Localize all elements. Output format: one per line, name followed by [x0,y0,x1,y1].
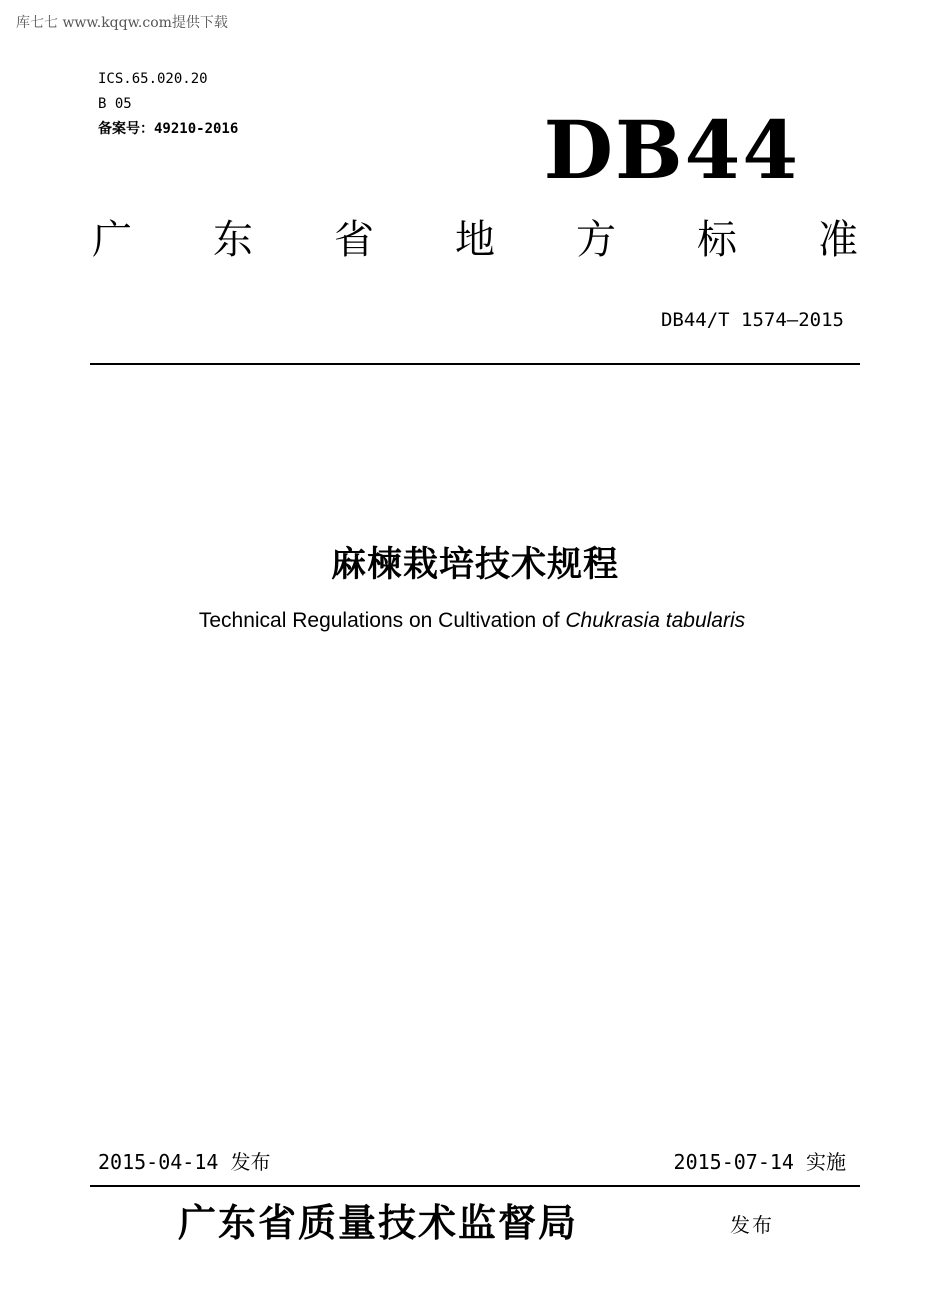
issue-date: 2015-04-14 发布 [98,1150,271,1174]
standard-code: DB44 [543,103,800,197]
bottom-divider [90,1185,860,1187]
watermark-text: 库七七 www.kqqw.com提供下载 [16,15,228,31]
english-title-prefix: Technical Regulations on Cultivation of [198,609,566,632]
standard-type-char: 标 [697,217,737,263]
document-title-chinese: 麻楝栽培技术规程 [330,545,619,585]
species-name: Chukrasia tabularis [565,609,746,632]
standard-number: DB44/T 1574—2015 [660,309,844,331]
standard-type-char: 东 [213,217,253,263]
classification-code: B 05 [98,96,132,112]
standard-type-char: 地 [455,217,495,263]
record-number: 备案号：49210-2016 [98,121,239,137]
implementation-date: 2015-07-14 实施 [673,1150,846,1174]
standard-type-heading [92,212,858,268]
document-title-english [0,606,944,636]
standard-type-char: 方 [576,217,616,263]
top-divider [90,363,860,365]
standard-type-char: 省 [334,217,374,263]
ics-code: ICS.65.020.20 [98,71,208,87]
issue-label: 发布 [730,1213,774,1237]
standard-type-char: 广 [92,217,132,263]
standard-type-char: 准 [818,217,858,263]
issuing-authority: 广东省质量技术监督局 [178,1200,579,1245]
